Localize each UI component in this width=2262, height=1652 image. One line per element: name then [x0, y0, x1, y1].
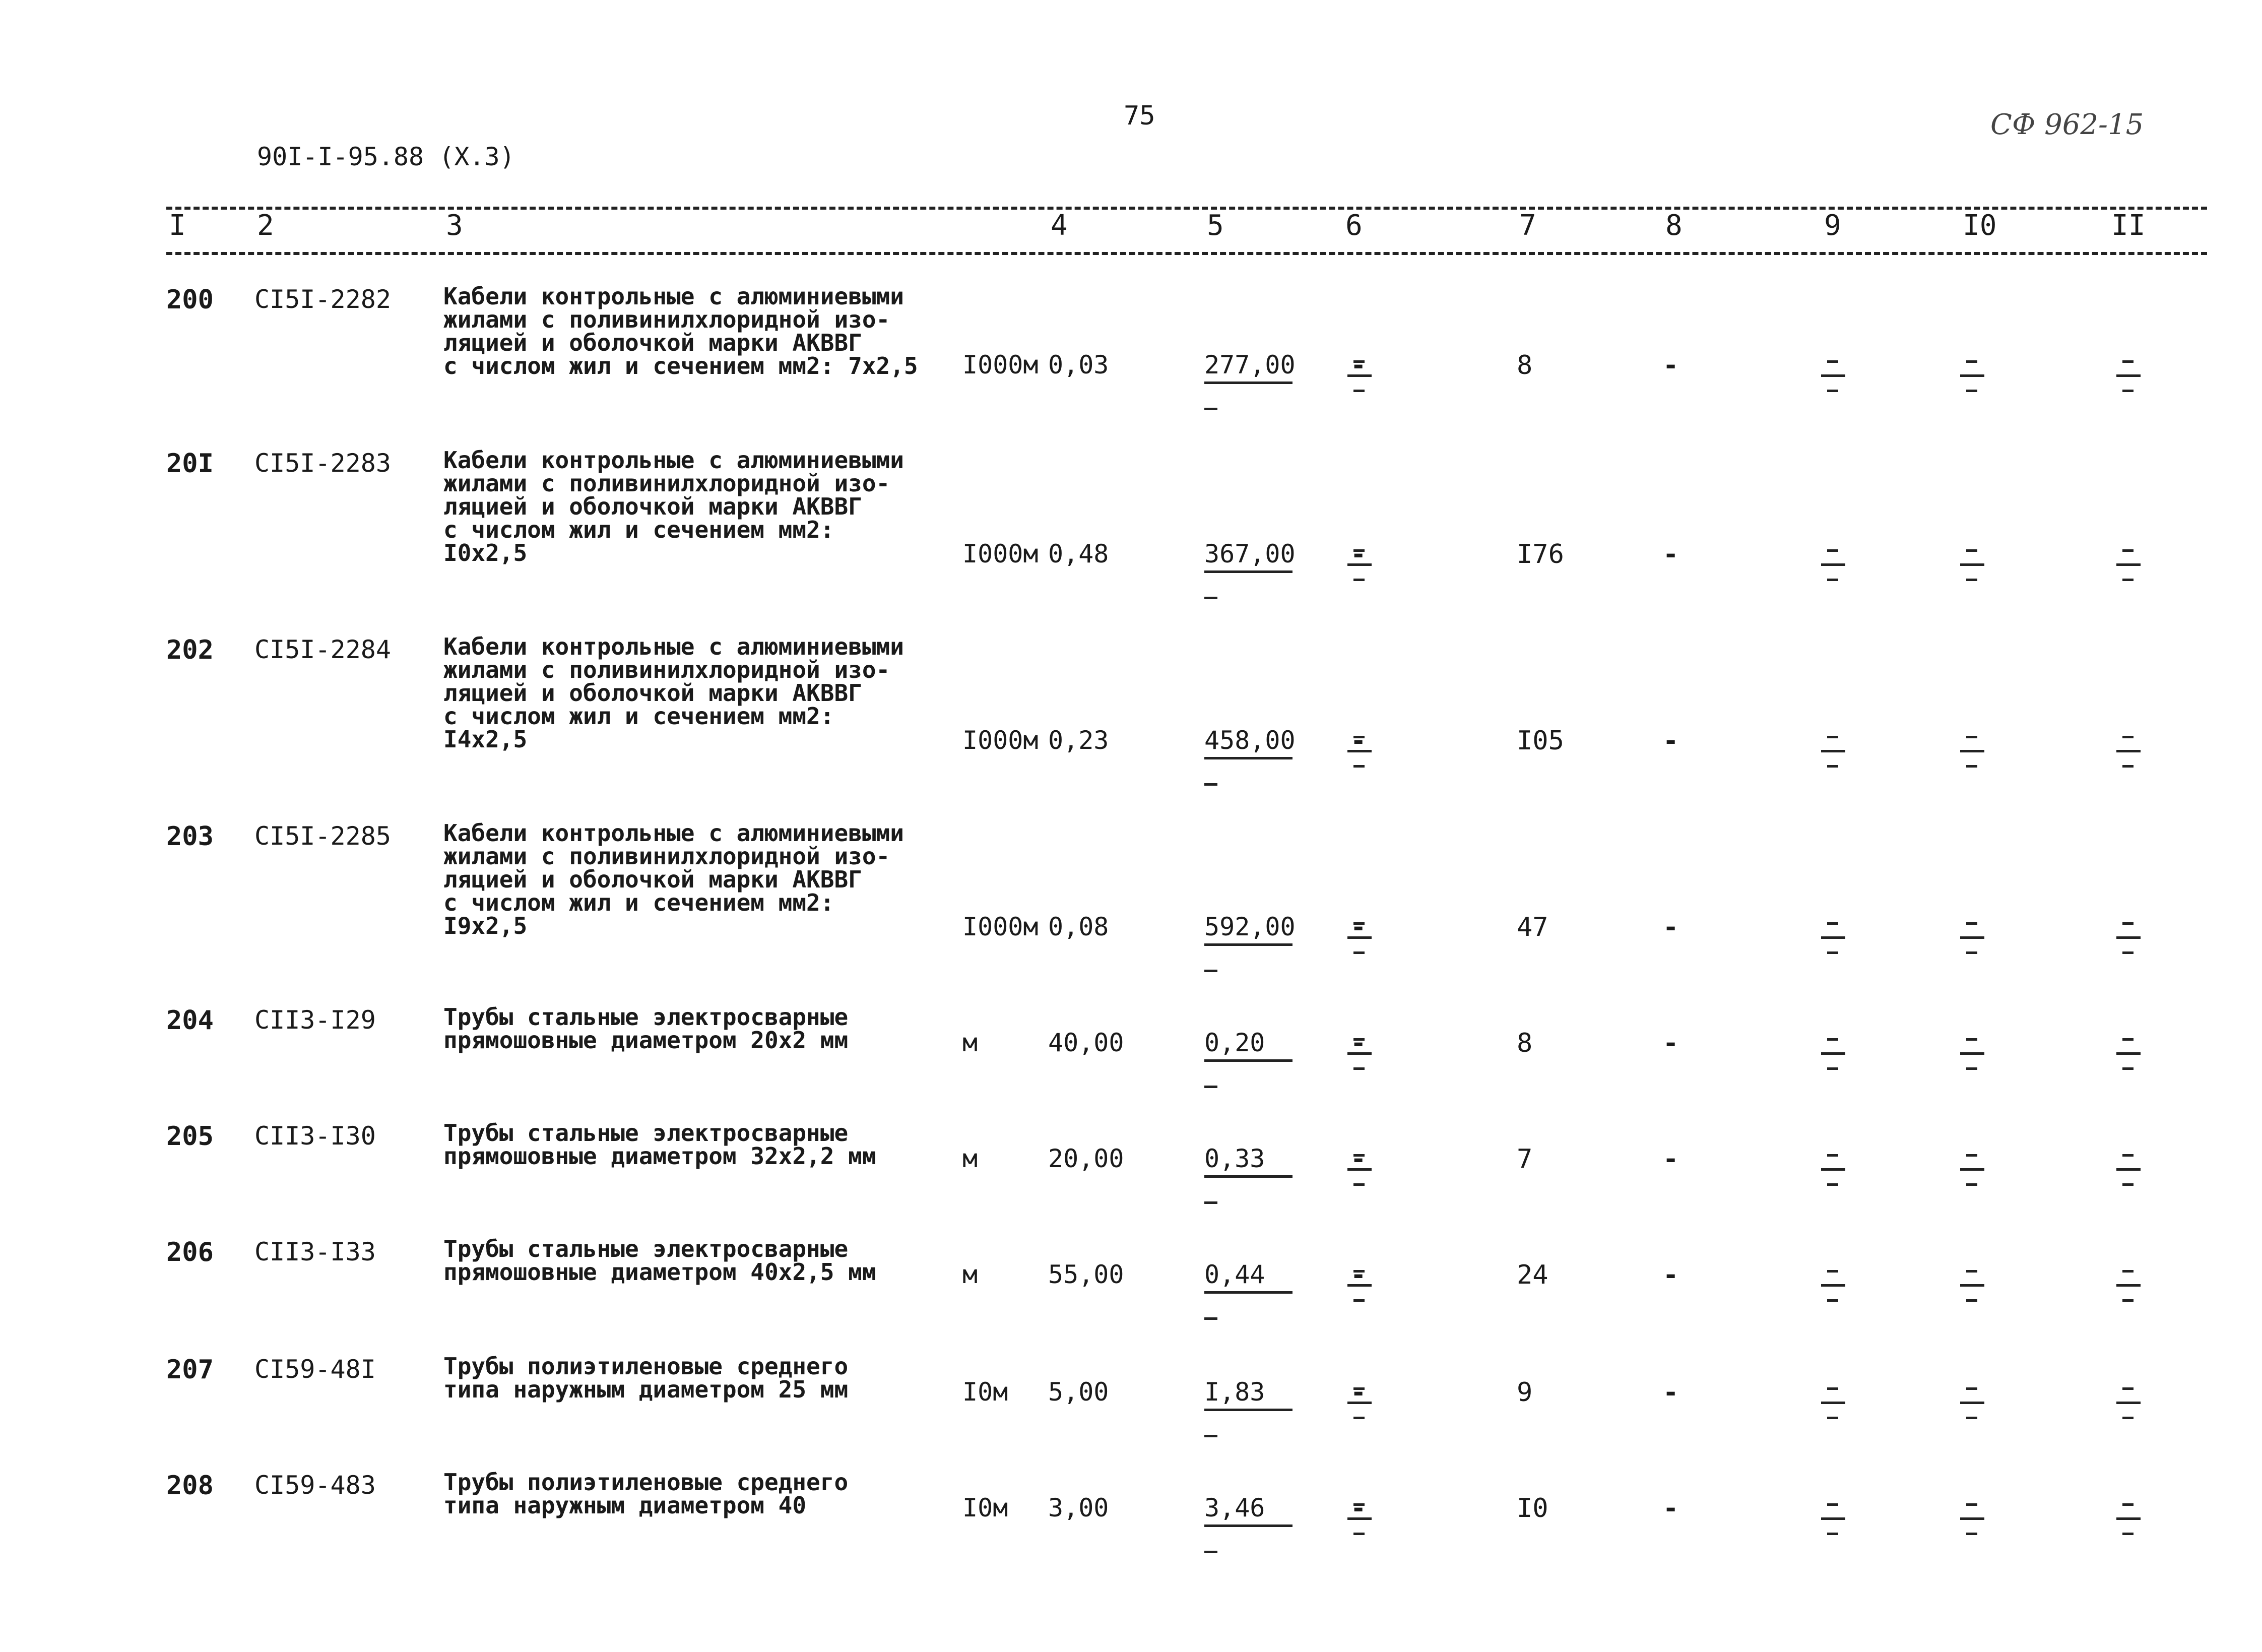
quantity: 0,08	[1048, 912, 1109, 941]
price-code: CII3-I33	[254, 1237, 376, 1266]
quantity: 0,23	[1048, 726, 1109, 755]
unit-price: 0,44	[1204, 1260, 1265, 1289]
unit-of-measure: м	[962, 1028, 978, 1057]
unit-price: 0,33	[1204, 1144, 1265, 1173]
row-number: 205	[166, 1121, 214, 1152]
unit-of-measure: I000м	[962, 726, 1039, 755]
column-7-value: I0	[1517, 1493, 1548, 1523]
unit-of-measure: I0м	[962, 1377, 1008, 1407]
price-code: CII3-I30	[254, 1121, 376, 1151]
column-8-value: -	[1663, 1260, 1679, 1290]
unit-of-measure: I0м	[962, 1493, 1008, 1522]
item-description: Трубы стальные электросварные прямошовные диаметром 20х2 мм	[443, 1003, 849, 1054]
column-6-value: -	[1350, 726, 1367, 756]
unit-price: 458,00	[1204, 726, 1296, 755]
price-code: CI59-483	[254, 1471, 376, 1500]
quantity: 40,00	[1048, 1028, 1124, 1057]
table-row	[0, 1471, 2262, 1652]
price-code: CI5I-2283	[254, 449, 391, 478]
unit-price: 3,46	[1204, 1493, 1265, 1522]
col-header-2: 2	[257, 209, 274, 242]
item-description: Кабели контрольные с алюминиевыми жилами с поливинилхлоридной изо- ляцией и оболочкой марки АКВВГ с числом жил и сечением мм2: I4х2,5	[443, 633, 904, 753]
column-7-value: 9	[1517, 1377, 1533, 1408]
row-number: 204	[166, 1005, 214, 1036]
item-description: Кабели контрольные с алюминиевыми жилами с поливинилхлоридной изо- ляцией и оболочкой марки АКВВГ с числом жил и сечением мм2: 7х2,5	[443, 283, 918, 379]
column-7-value: 24	[1517, 1260, 1548, 1290]
item-description: Трубы полиэтиленовые среднего типа наружным диаметром 40	[443, 1469, 849, 1519]
item-description: Кабели контрольные с алюминиевыми жилами с поливинилхлоридной изо- ляцией и оболочкой марки АКВВГ с числом жил и сечением мм2: I0х2,5	[443, 447, 904, 566]
column-6-value: -	[1350, 1493, 1367, 1523]
unit-of-measure: I000м	[962, 539, 1039, 568]
column-8-value: -	[1663, 1493, 1679, 1523]
unit-price: 277,00	[1204, 350, 1296, 379]
unit-of-measure: м	[962, 1144, 978, 1173]
col-header-8: 8	[1665, 209, 1683, 242]
quantity: 3,00	[1048, 1493, 1109, 1522]
column-6-value: -	[1350, 1260, 1367, 1290]
row-number: 202	[166, 635, 214, 665]
quantity: 5,00	[1048, 1377, 1109, 1407]
col-header-7: 7	[1519, 209, 1536, 242]
column-7-value: 8	[1517, 350, 1533, 380]
item-description: Трубы полиэтиленовые среднего типа наружным диаметром 25 мм	[443, 1353, 849, 1403]
price-code: CI5I-2284	[254, 635, 391, 664]
page-number: 75	[1124, 101, 1155, 131]
unit-price: 592,00	[1204, 912, 1296, 941]
price-code: CI5I-2282	[254, 285, 391, 314]
header-top-rule	[166, 207, 2207, 210]
column-7-value: I05	[1517, 726, 1564, 756]
price-code: CI5I-2285	[254, 821, 391, 851]
handwritten-stamp: СФ 962-15	[1990, 108, 2144, 141]
row-number: 208	[166, 1471, 214, 1501]
col-header-11: II	[2111, 209, 2146, 242]
column-8-value: -	[1663, 1144, 1679, 1174]
quantity: 0,48	[1048, 539, 1109, 568]
table-row	[0, 635, 2262, 816]
row-number: 203	[166, 821, 214, 852]
column-6-value: -	[1350, 1377, 1367, 1408]
table-row	[0, 449, 2262, 630]
price-code: CII3-I29	[254, 1005, 376, 1035]
col-header-10: I0	[1963, 209, 1997, 242]
table-row	[0, 821, 2262, 1003]
column-8-value: -	[1663, 726, 1679, 756]
col-header-4: 4	[1051, 209, 1068, 242]
unit-price: 367,00	[1204, 539, 1296, 568]
row-number: 206	[166, 1237, 214, 1267]
item-description: Кабели контрольные с алюминиевыми жилами с поливинилхлоридной изо- ляцией и оболочкой марки АКВВГ с числом жил и сечением мм2: I9х2,5	[443, 819, 904, 939]
col-header-5: 5	[1207, 209, 1224, 242]
quantity: 55,00	[1048, 1260, 1124, 1289]
row-number: 20I	[166, 449, 214, 479]
column-6-value: -	[1350, 1028, 1367, 1058]
column-6-value: -	[1350, 1144, 1367, 1174]
unit-price: 0,20	[1204, 1028, 1265, 1057]
column-7-value: 8	[1517, 1028, 1533, 1058]
column-6-value: -	[1350, 539, 1367, 569]
col-header-1: I	[169, 209, 186, 242]
column-6-value: -	[1350, 912, 1367, 942]
unit-of-measure: м	[962, 1260, 978, 1289]
quantity: 0,03	[1048, 350, 1109, 379]
unit-of-measure: I000м	[962, 912, 1039, 941]
item-description: Трубы стальные электросварные прямошовные диаметром 40х2,5 мм	[443, 1235, 876, 1286]
header-bottom-rule	[166, 252, 2207, 255]
col-header-9: 9	[1824, 209, 1841, 242]
unit-of-measure: I000м	[962, 350, 1039, 379]
row-number: 200	[166, 285, 214, 315]
column-8-value: -	[1663, 350, 1679, 380]
column-8-value: -	[1663, 1377, 1679, 1408]
col-header-6: 6	[1345, 209, 1363, 242]
item-description: Трубы стальные электросварные прямошовные диаметром 32х2,2 мм	[443, 1119, 876, 1170]
col-header-3: 3	[446, 209, 463, 242]
row-number: 207	[166, 1355, 214, 1385]
column-6-value: -	[1350, 350, 1367, 380]
column-7-value: 7	[1517, 1144, 1533, 1174]
price-code: CI59-48I	[254, 1355, 376, 1384]
column-8-value: -	[1663, 1028, 1679, 1058]
quantity: 20,00	[1048, 1144, 1124, 1173]
column-8-value: -	[1663, 539, 1679, 569]
column-7-value: 47	[1517, 912, 1548, 942]
column-7-value: I76	[1517, 539, 1564, 569]
document-code: 90I-I-95.88 (X.3)	[257, 142, 515, 171]
unit-price: I,83	[1204, 1377, 1265, 1407]
table-row	[0, 285, 2262, 466]
column-8-value: -	[1663, 912, 1679, 942]
